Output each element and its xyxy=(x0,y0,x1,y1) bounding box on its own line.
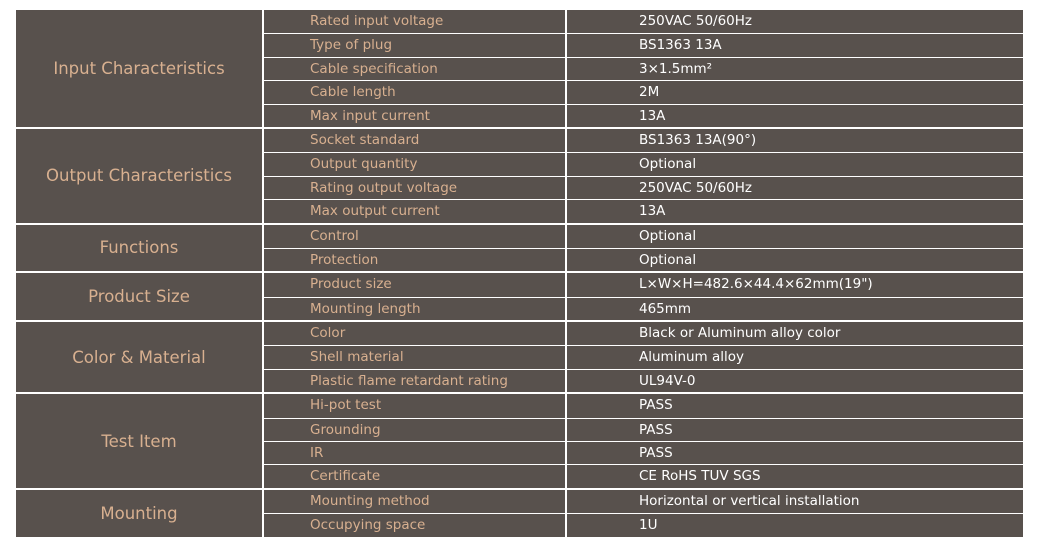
table-row xyxy=(264,152,1023,175)
param-value: 1U xyxy=(639,517,658,534)
spec-group-functions xyxy=(16,223,1023,272)
table-row xyxy=(264,369,1023,392)
param-label: Plastic flame retardant rating xyxy=(264,370,567,392)
category-label: Color & Material xyxy=(16,322,264,392)
param-label: Shell material xyxy=(264,346,567,368)
param-value: Horizontal or vertical installation xyxy=(639,492,860,509)
table-row xyxy=(264,199,1023,222)
param-label: Hi-pot test xyxy=(264,394,567,417)
param-label: Rating output voltage xyxy=(264,177,567,199)
table-row xyxy=(264,394,1023,417)
param-label: Control xyxy=(264,225,567,248)
category-label: Functions xyxy=(16,225,264,272)
table-row xyxy=(264,225,1023,248)
param-label: Certificate xyxy=(264,465,567,487)
spec-group-output xyxy=(16,127,1023,223)
spec-rows xyxy=(264,322,1023,392)
spec-table xyxy=(16,10,1023,537)
param-value: PASS xyxy=(639,445,673,462)
param-value: BS1363 13A(90°) xyxy=(639,131,757,148)
param-value: PASS xyxy=(639,397,673,414)
spec-rows xyxy=(264,129,1023,223)
param-label: Type of plug xyxy=(264,34,567,56)
param-label: Cable length xyxy=(264,81,567,103)
table-row xyxy=(264,490,1023,513)
param-value: CE RoHS TUV SGS xyxy=(639,468,761,485)
spec-group-mounting xyxy=(16,488,1023,537)
spec-rows xyxy=(264,394,1023,488)
spec-rows xyxy=(264,490,1023,537)
category-label: Test Item xyxy=(16,394,264,488)
param-value: 250VAC 50/60Hz xyxy=(639,13,752,29)
table-row xyxy=(264,418,1023,441)
param-label: Grounding xyxy=(264,419,567,441)
param-value: Aluminum alloy xyxy=(639,349,745,366)
param-value: BS1363 13A xyxy=(639,37,722,54)
param-value: L×W×H=482.6×44.4×62mm(19") xyxy=(639,276,873,293)
param-value: Black or Aluminum alloy color xyxy=(639,325,841,342)
spec-group-color-material xyxy=(16,320,1023,392)
spec-group-test-item xyxy=(16,392,1023,488)
table-row xyxy=(264,80,1023,103)
param-label: Product size xyxy=(264,273,567,296)
param-value: 250VAC 50/60Hz xyxy=(639,179,752,196)
param-label: Rated input voltage xyxy=(264,10,567,33)
param-value: 465mm xyxy=(639,300,692,317)
param-label: Max output current xyxy=(264,200,567,222)
table-row xyxy=(264,104,1023,127)
table-row xyxy=(264,57,1023,80)
table-row xyxy=(264,513,1023,536)
param-value: UL94V-0 xyxy=(639,372,696,389)
category-label: Output Characteristics xyxy=(16,129,264,223)
param-label: Occupying space xyxy=(264,514,567,536)
param-value: Optional xyxy=(639,156,697,173)
table-row xyxy=(264,33,1023,56)
table-row xyxy=(264,464,1023,487)
table-row xyxy=(264,322,1023,345)
category-label: Mounting xyxy=(16,490,264,537)
spec-group-input xyxy=(16,10,1023,127)
table-row xyxy=(264,10,1023,33)
spec-rows xyxy=(264,225,1023,272)
param-value: PASS xyxy=(639,421,673,438)
category-label: Input Characteristics xyxy=(16,10,264,127)
param-label: Output quantity xyxy=(264,153,567,175)
param-label: Mounting length xyxy=(264,298,567,320)
param-value: Optional xyxy=(639,251,697,268)
category-label: Product Size xyxy=(16,273,264,320)
table-row xyxy=(264,441,1023,464)
param-label: Protection xyxy=(264,249,567,271)
param-label: Cable specification xyxy=(264,58,567,80)
table-row xyxy=(264,273,1023,296)
param-value: 3×1.5mm² xyxy=(639,60,713,77)
param-value: 13A xyxy=(639,203,666,220)
param-value: 2M xyxy=(639,84,660,101)
table-row xyxy=(264,248,1023,271)
param-label: Max input current xyxy=(264,105,567,127)
param-label: Color xyxy=(264,322,567,345)
param-value: 13A xyxy=(639,107,666,124)
spec-rows xyxy=(264,273,1023,320)
param-label: Mounting method xyxy=(264,490,567,513)
param-value: Optional xyxy=(639,227,697,244)
table-row xyxy=(264,297,1023,320)
table-row xyxy=(264,176,1023,199)
param-label: IR xyxy=(264,442,567,464)
table-row xyxy=(264,345,1023,368)
spec-group-product-size xyxy=(16,271,1023,320)
spec-rows xyxy=(264,10,1023,127)
table-row xyxy=(264,129,1023,152)
param-label: Socket standard xyxy=(264,129,567,152)
